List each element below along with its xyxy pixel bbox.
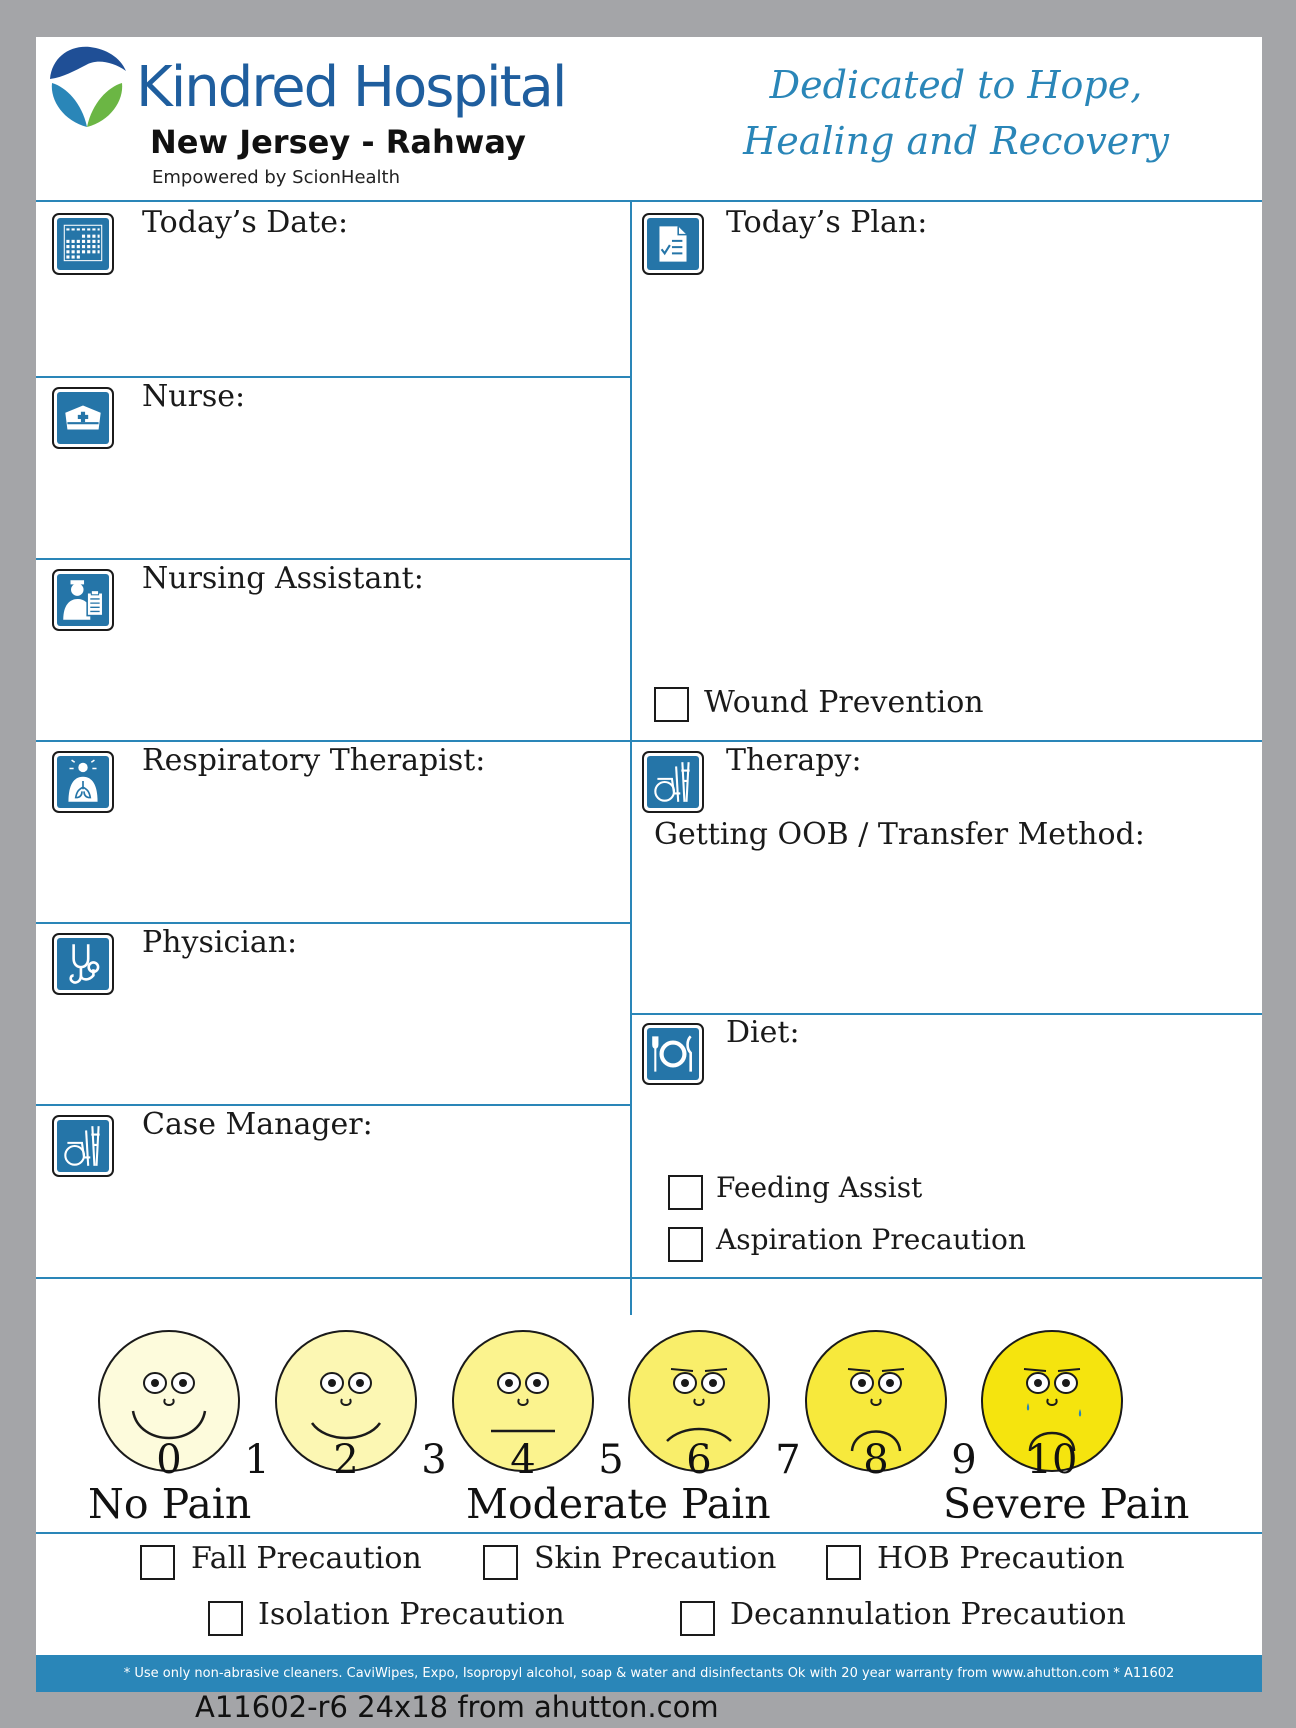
calendar-icon [52,213,114,275]
todays-plan-label: Today’s Plan: [726,205,928,240]
divider-left-2 [36,558,631,560]
pain-number-4: 4 [510,1437,536,1483]
pain-number-8: 8 [863,1437,889,1483]
case-manager-label: Case Manager: [142,1107,373,1142]
feeding-assist-label: Feeding Assist [716,1171,923,1204]
brand-location: New Jersey - Rahway [150,123,526,161]
hob-precaution-checkbox[interactable] [826,1545,861,1580]
pain-number-0: 0 [156,1437,182,1483]
pain-number-2: 2 [333,1437,359,1483]
divider-header [36,200,1262,202]
tagline [656,57,1256,169]
skin-precaution-label: Skin Precaution [534,1541,777,1576]
divider-pain-top [36,1277,1262,1279]
divider-left-4 [36,922,631,924]
fall-precaution-label: Fall Precaution [191,1541,422,1576]
no-pain-label: No Pain [88,1480,252,1528]
pain-number-9: 9 [951,1437,977,1483]
brand-empowered: Empowered by ScionHealth [152,167,401,188]
todays-date-label: Today’s Date: [142,205,349,240]
therapy-wheelchair-icon [642,751,704,813]
aspiration-precaution-label: Aspiration Precaution [716,1223,1026,1256]
whiteboard [36,37,1262,1692]
physician-label: Physician: [142,925,298,960]
skin-precaution-checkbox[interactable] [483,1545,518,1580]
nursing-assistant-icon [52,569,114,631]
aspiration-precaution-checkbox[interactable] [668,1227,703,1262]
divider-left-3 [36,740,1262,742]
nurse-cap-icon [52,387,114,449]
wound-prevention-label: Wound Prevention [704,685,984,720]
isolation-precaution-label: Isolation Precaution [258,1597,565,1632]
divider-left-1 [36,376,631,378]
feeding-assist-checkbox[interactable] [668,1175,703,1210]
transfer-method-label: Getting OOB / Transfer Method: [654,817,1145,852]
pain-number-3: 3 [421,1437,447,1483]
footer-bar [36,1655,1262,1692]
diet-label: Diet: [726,1015,800,1050]
wound-prevention-checkbox[interactable] [654,687,689,722]
divider-center [630,200,632,1315]
tagline-line-2: Healing and Recovery [743,119,1169,163]
pain-number-5: 5 [598,1437,624,1483]
pain-number-1: 1 [244,1437,270,1483]
plate-utensils-icon [642,1023,704,1085]
wheelchair-crutches-icon [52,1115,114,1177]
decannulation-precaution-checkbox[interactable] [680,1601,715,1636]
pain-number-6: 6 [686,1437,712,1483]
tagline-line-1: Dedicated to Hope, [769,63,1143,107]
isolation-precaution-checkbox[interactable] [208,1601,243,1636]
nursing-assistant-label: Nursing Assistant: [142,561,424,596]
product-code: A11602-r6 24x18 from ahutton.com [195,1690,719,1724]
kindred-logo [46,43,128,129]
decannulation-precaution-label: Decannulation Precaution [730,1597,1126,1632]
clipboard-check-icon [642,213,704,275]
footer-disclaimer: * Use only non-abrasive cleaners. CaviWipes, Expo, Isopropyl alcohol, soap & water and disinfectants Ok with 20 year warranty from www.ahutton.com * A11602 [123,1666,1175,1681]
pain-number-10: 10 [1026,1437,1078,1483]
divider-pain-bottom [36,1532,1262,1534]
moderate-pain-label: Moderate Pain [466,1480,771,1528]
lungs-icon [52,751,114,813]
therapy-label: Therapy: [726,743,862,778]
severe-pain-label: Severe Pain [943,1480,1190,1528]
fall-precaution-checkbox[interactable] [140,1545,175,1580]
pain-number-7: 7 [775,1437,801,1483]
nurse-label: Nurse: [142,379,246,414]
brand-name: Kindred Hospital [136,55,566,120]
divider-left-5 [36,1104,631,1106]
stethoscope-icon [52,933,114,995]
hob-precaution-label: HOB Precaution [877,1541,1125,1576]
respiratory-therapist-label: Respiratory Therapist: [142,743,486,778]
